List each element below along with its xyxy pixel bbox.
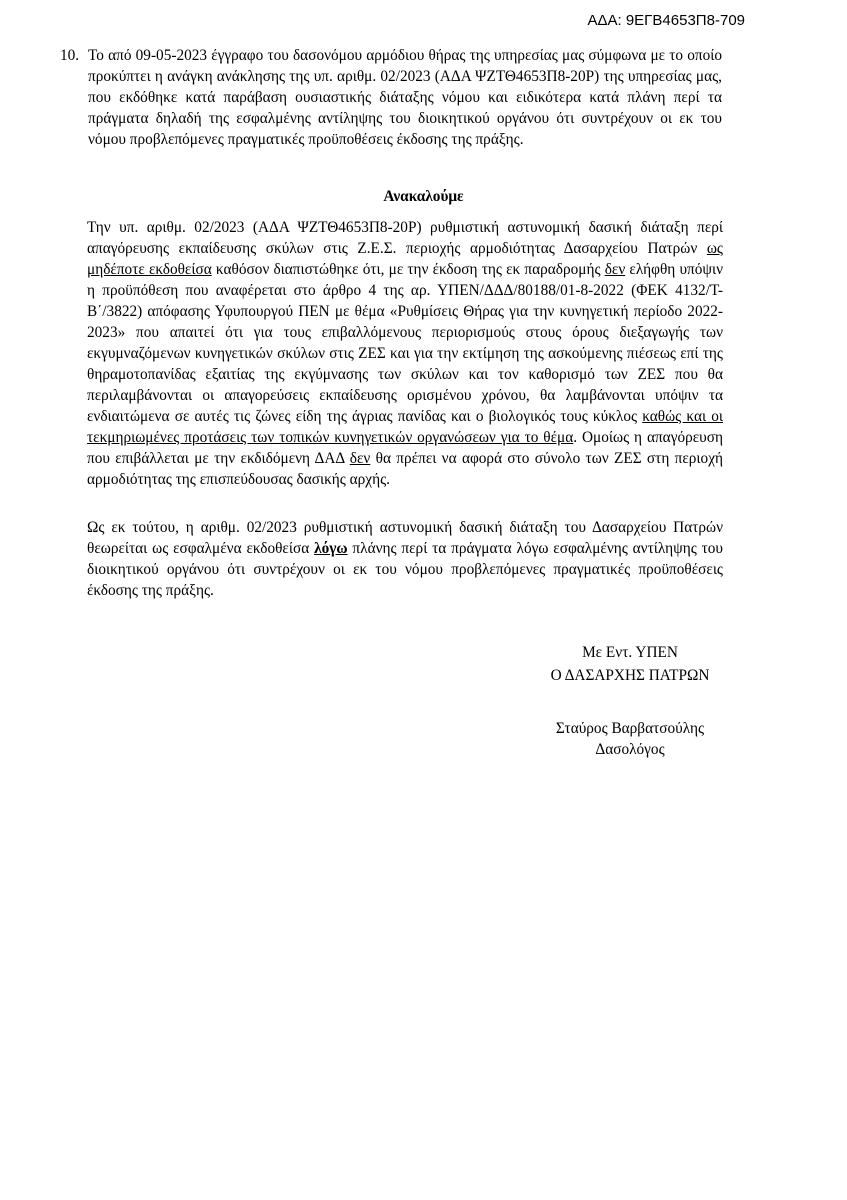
signature-office-line: Ο ΔΑΣΑΡΧΗΣ ΠΑΤΡΩΝ [550,667,710,684]
underlined-text: καθώς και οι τεκμηριωμένες προτάσεις των τοπικών κυνηγετικών οργανώσεων για το θέμα [87,408,723,446]
bold-underlined-text: λόγω [314,540,348,557]
text-segment: πλάνης περί τα πράγματα λόγω εσφαλμένης αντίληψης του διοικητικού οργάνου ότι συντρέχουν οι εκ του νόμου προβλεπόμενες πραγματικές προϋποθέσεις έκδοσης της πράξης. [87,540,723,599]
ada-code: ΑΔΑ: 9ΕΓΒ4653Π8-709 [587,12,745,29]
text-segment: Την υπ. αριθμ. 02/2023 (ΑΔΑ ΨΖΤΘ4653Π8-20Ρ) ρυθμιστική αστυνομική δασική διάταξη περί απαγόρευσης εκπαίδευσης σκύλων στις Ζ.Ε.Σ. περιοχής αρμοδιότητας Δασαρχείου Πατρών [87,219,723,257]
underlined-text: ως μηδέποτε εκδοθείσα [87,240,723,278]
section-heading: Ανακαλούμε [383,188,464,205]
conclusion-paragraph [87,517,723,601]
text-segment: ελήφθη υπόψιν η προϋπόθεση που αναφέρεται στο άρθρο 4 της αρ. ΥΠΕΝ/ΔΔΔ/80188/01-8-2022 (ΦΕΚ 4132/Τ-Β΄/3822) απόφασης Υφυπουργού ΠΕΝ με θέμα «Ρυθμίσεις Θήρας για την κυνηγετική περίοδο 2022-2023» που απαιτεί ότι για τους επιβαλλόμενους περιορισμούς στους όρους διεξαγωγής των εκγυμναζόμενων κυνηγετικών σκύλων στις ΖΕΣ και για την εκτίμηση της ασκούμενης πιέσεως επί της θηραμοτοπανίδας εξαιτίας της εκγύμνασης των σκύλων και τον καθορισμό των ΖΕΣ που θα περιλαμβάνονται οι απαγορεύσεις εκπαίδευσης ορισμένου χρόνου, θα λαμβάνονται υπόψιν τα ενδιαιτώμενα σε αυτές τις ζώνες είδη της άγριας πανίδας και ο βιολογικός τους κύκλος [87,261,723,425]
underlined-text: δεν [604,261,626,278]
item-text: Το από 09-05-2023 έγγραφο του δασονόμου αρμόδιου θήρας της υπηρεσίας μας σύμφωνα με το οποίο προκύπτει η ανάγκη ανάκλησης της υπ. αριθμ. 02/2023 (ΑΔΑ ΨΖΤΘ4653Π8-20Ρ) της υπηρεσίας μας, που εκδόθηκε κατά παράβαση ουσιαστικής διάταξης νόμου και ειδικότερα κατά πλάνη περί τα πράγματα δηλαδή της εσφαλμένης αντίληψης του διοικητικού οργάνου ότι συντρέχουν οι εκ του νόμου προβλεπόμενες πραγματικές προϋποθέσεις έκδοσης της πράξης. [88,47,722,148]
signatory-title: Δασολόγος [595,741,665,758]
list-item-10 [60,45,722,150]
item-number: 10. [60,47,80,64]
text-segment: καθόσον διαπιστώθηκε ότι, με την έκδοση της εκ παραδρομής [211,261,605,278]
signatory-block [520,718,740,760]
signatory-name: Σταύρος Βαρβατσούλης [555,720,705,737]
text-segment: Ως εκ τούτου, η αριθμ. 02/2023 ρυθμιστική αστυνομική δασική διάταξη του Δασαρχείου Πατρών θεωρείται ως εσφαλμένα εκδοθείσα [87,519,723,557]
underlined-text: δεν [349,450,371,467]
text-segment: θα πρέπει να αφορά στο σύνολο των ΖΕΣ στη περιοχή αρμοδιότητας της επισπεύδουσας δασικής αρχής. [87,450,723,488]
signature-block [520,641,740,687]
revocation-paragraph [87,217,723,490]
text-segment: . Ομοίως η απαγόρευση που επιβάλλεται με την εκδιδόμενη ΔΑΔ [87,429,723,467]
signature-authority-line: Με Εντ. ΥΠΕΝ [582,644,678,661]
